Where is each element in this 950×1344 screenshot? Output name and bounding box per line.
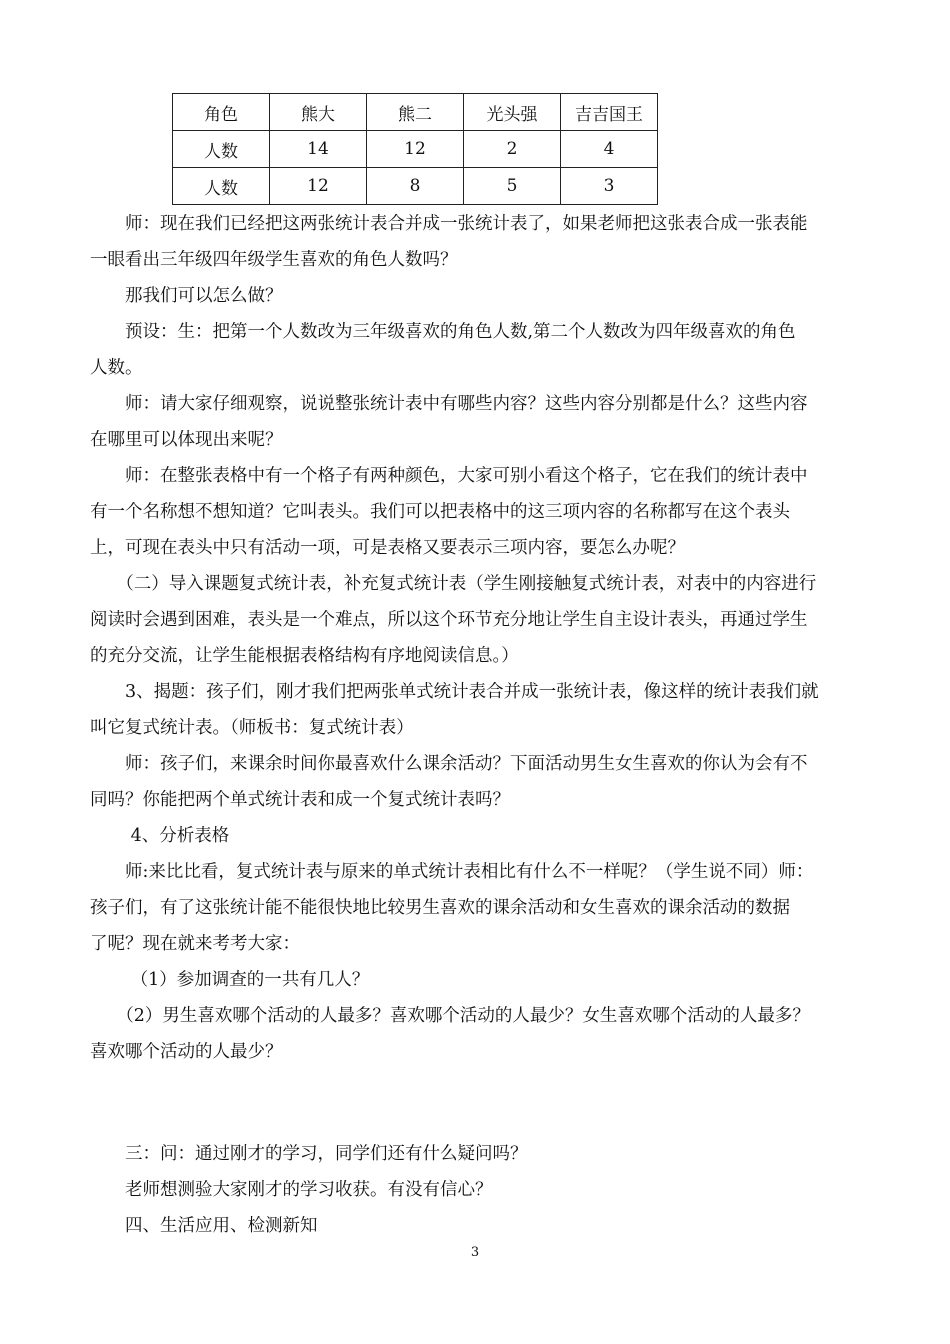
table-cell: 人数 bbox=[173, 168, 270, 205]
text-line: 3、揭题：孩子们，刚才我们把两张单式统计表合并成一张统计表，像这样的统计表我们就 bbox=[90, 682, 819, 702]
text-line: 4、分析表格 bbox=[90, 826, 230, 846]
table-row bbox=[173, 94, 658, 131]
table-cell: 光头强 bbox=[464, 94, 561, 131]
table-cell: 12 bbox=[367, 131, 464, 168]
table-cell: 12 bbox=[270, 168, 367, 205]
text-line: 孩子们，有了这张统计能不能很快地比较男生喜欢的课余活动和女生喜欢的课余活动的数据 bbox=[90, 898, 790, 918]
text-line: 叫它复式统计表。（师板书：复式统计表） bbox=[90, 718, 414, 738]
table-row bbox=[173, 168, 658, 205]
text-line: 四、生活应用、检测新知 bbox=[90, 1216, 318, 1236]
table-cell: 人数 bbox=[173, 131, 270, 168]
text-line: 老师想测验大家刚才的学习收获。有没有信心？ bbox=[90, 1180, 493, 1200]
text-line: 人数。 bbox=[90, 358, 143, 378]
table-cell: 3 bbox=[561, 168, 658, 205]
text-line: 在哪里可以体现出来呢？ bbox=[90, 430, 283, 450]
text-line: 师：在整张表格中有一个格子有两种颜色，大家可别小看这个格子，它在我们的统计表中 bbox=[90, 466, 808, 486]
table-cell: 熊二 bbox=[367, 94, 464, 131]
table-cell: 熊大 bbox=[270, 94, 367, 131]
text-line: 师：孩子们，来课余时间你最喜欢什么课余活动？下面活动男生女生喜欢的你认为会有不 bbox=[90, 754, 808, 774]
text-line: （二）导入课题复式统计表，补充复式统计表（学生刚接触复式统计表，对表中的内容进行 bbox=[90, 574, 817, 594]
page-number: 3 bbox=[470, 1245, 480, 1260]
text-line: 一眼看出三年级四年级学生喜欢的角色人数吗？ bbox=[90, 250, 458, 270]
table-cell: 14 bbox=[270, 131, 367, 168]
text-line: 同吗？你能把两个单式统计表和成一个复式统计表吗？ bbox=[90, 790, 510, 810]
text-line: 预设：生：把第一个人数改为三年级喜欢的角色人数,第二个人数改为四年级喜欢的角色 bbox=[90, 322, 796, 342]
text-line: （1）参加调查的一共有几人？ bbox=[90, 970, 370, 990]
text-line: 的充分交流，让学生能根据表格结构有序地阅读信息。） bbox=[90, 646, 519, 666]
table-cell: 5 bbox=[464, 168, 561, 205]
table-cell: 4 bbox=[561, 131, 658, 168]
table-cell: 角色 bbox=[173, 94, 270, 131]
table-cell: 吉吉国王 bbox=[561, 94, 658, 131]
text-line: 喜欢哪个活动的人最少？ bbox=[90, 1042, 283, 1062]
text-line: 上，可现在表头中只有活动一项，可是表格又要表示三项内容，要怎么办呢？ bbox=[90, 538, 685, 558]
role-count-table bbox=[172, 93, 658, 205]
table-cell: 8 bbox=[367, 168, 464, 205]
text-line: 师:来比比看，复式统计表与原来的单式统计表相比有什么不一样呢？（学生说不同）师： bbox=[90, 862, 814, 882]
text-line: （2）男生喜欢哪个活动的人最多？喜欢哪个活动的人最少？女生喜欢哪个活动的人最多？ bbox=[90, 1006, 810, 1026]
text-line: 那我们可以怎么做？ bbox=[90, 286, 283, 306]
text-line: 了呢？现在就来考考大家： bbox=[90, 934, 300, 954]
text-line: 有一个名称想不想知道？它叫表头。我们可以把表格中的这三项内容的名称都写在这个表头 bbox=[90, 502, 790, 522]
text-line: 师：请大家仔细观察，说说整张统计表中有哪些内容？这些内容分别都是什么？这些内容 bbox=[90, 394, 808, 414]
text-line: 阅读时会遇到困难，表头是一个难点，所以这个环节充分地让学生自主设计表头，再通过学生 bbox=[90, 610, 808, 630]
text-line: 师：现在我们已经把这两张统计表合并成一张统计表了，如果老师把这张表合成一张表能 bbox=[90, 214, 808, 234]
table-row bbox=[173, 131, 658, 168]
table-cell: 2 bbox=[464, 131, 561, 168]
text-line: 三：问：通过刚才的学习，同学们还有什么疑问吗？ bbox=[90, 1144, 528, 1164]
